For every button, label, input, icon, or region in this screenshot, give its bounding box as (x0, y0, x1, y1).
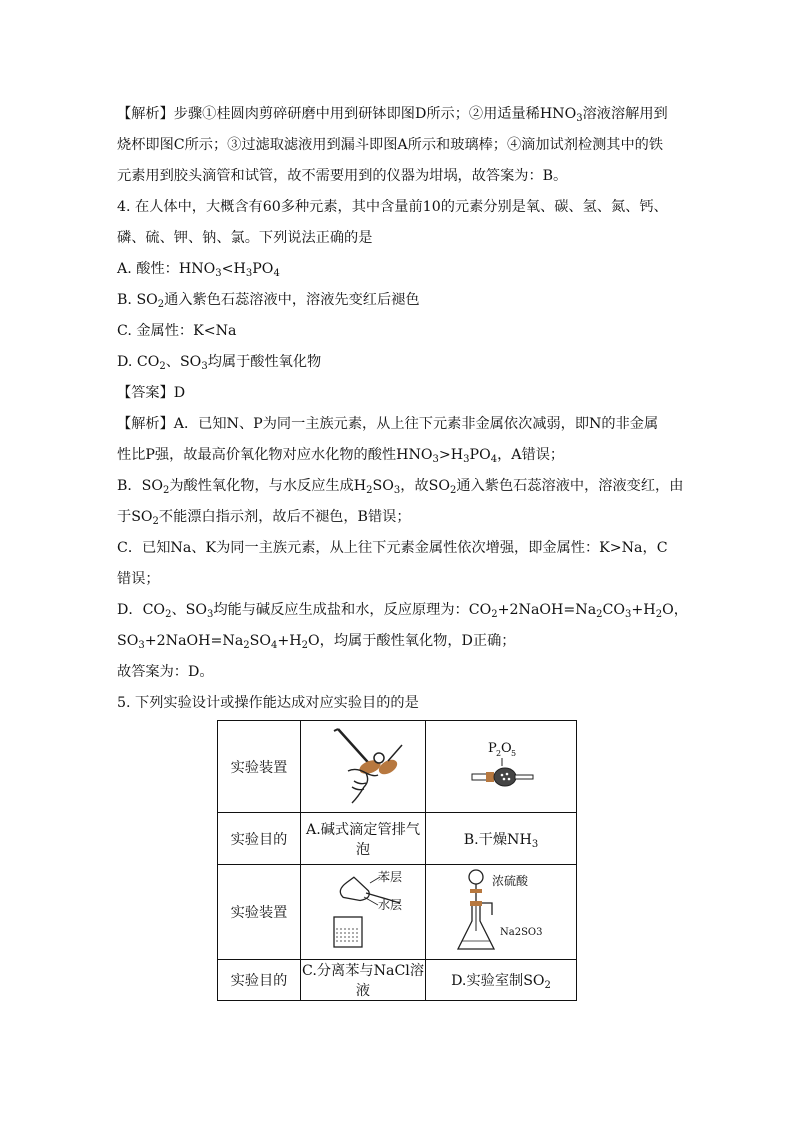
device-label-cell: 实验装置 (218, 721, 301, 813)
analysis-line: 元素用到胶头滴管和试管，故不需要用到的仪器为坩埚，故答案为：B。 (117, 168, 568, 184)
purpose-d-cell: D.实验室制$SO_2$ (426, 960, 577, 1001)
analysis-line: 于$SO_2$不能漂白指示剂，故后不褪色，B错误； (117, 509, 411, 527)
option-d: D. $CO_2$、$SO_3$均属于酸性氧化物 (117, 354, 322, 372)
analysis-line: 烧杯即图C所示；③过滤取滤液用到漏斗即图A所示和玻璃棒；④滴加试剂检测其中的铁 (117, 137, 664, 153)
separatory-funnel-figure (301, 865, 426, 960)
question-4-stem: 4. 在人体中，大概含有60多种元素，其中含量前10的元素分别是氧、碳、氢、氮、钙、 (117, 199, 668, 215)
analysis-line: 【解析】步骤①桂圆肉剪碎研磨中用到研钵即图D所示；②用适量稀$HNO_3$溶液溶解用到 (117, 106, 668, 124)
sulfur-dioxide-apparatus-figure (426, 865, 577, 960)
question-4-stem: 磷、硫、钾、钠、氯。下列说法正确的是 (117, 230, 373, 246)
option-b: B. $SO_2$通入紫色石蕊溶液中，溶液先变红后褪色 (117, 292, 420, 310)
burette-bubble-illustration (308, 725, 418, 805)
purpose-c-cell: C.分离苯与NaCl溶液 (301, 960, 426, 1001)
analysis-line: D．$CO_2$、$SO_3$均能与碱反应生成盐和水，反应原理为：$CO_2+2NaOH=Na_2CO_3+H_2O$， (117, 602, 688, 620)
answer: 【答案】D (117, 385, 186, 401)
analysis-line: 【解析】A．已知N、P为同一主族元素，从上往下元素非金属依次减弱，即N的非金属 (117, 416, 659, 432)
purpose-label-cell: 实验目的 (218, 960, 301, 1001)
device-label-cell: 实验装置 (218, 865, 301, 960)
svg-text:5: 5 (511, 748, 517, 758)
burette-figure (301, 721, 426, 813)
svg-text:苯层: 苯层 (378, 870, 403, 884)
svg-text:Na2SO3: Na2SO3 (500, 927, 543, 938)
svg-text:水层: 水层 (378, 898, 403, 912)
svg-text:O: O (501, 740, 512, 756)
drying-tube-figure (426, 721, 577, 813)
question-5-stem: 5. 下列实验设计或操作能达成对应实验目的的是 (117, 695, 419, 711)
option-c: C. 金属性：K<Na (117, 323, 237, 339)
gas-generation-apparatus-illustration (436, 865, 566, 955)
analysis-line: $SO_3+2NaOH=Na_2SO_4+H_2O$，均属于酸性氧化物，D正确； (117, 633, 516, 651)
purpose-label-cell: 实验目的 (218, 813, 301, 865)
analysis-line: C．已知Na、K为同一主族元素，从上往下元素金属性依次增强，即金属性：K>Na，C (117, 540, 668, 556)
analysis-line: 错误； (117, 571, 160, 587)
analysis-line: B．$SO_2$为酸性氧化物，与水反应生成$H_2SO_3$，故$SO_2$通入紫色石蕊溶液中，溶液变红，由 (117, 478, 684, 496)
drying-tube-illustration (436, 730, 566, 800)
analysis-line: 性比P强，故最高价氧化物对应水化物的酸性$HNO_3>H_3PO_4$，A错误； (117, 447, 565, 465)
svg-text:浓硫酸: 浓硫酸 (492, 874, 529, 888)
experiment-table (217, 720, 577, 1001)
separatory-funnel-illustration (308, 867, 418, 953)
svg-text:2: 2 (496, 748, 502, 758)
document-body (117, 99, 688, 719)
purpose-a-cell: A.碱式滴定管排气泡 (301, 813, 426, 865)
analysis-line: 故答案为：D。 (117, 664, 214, 680)
option-a: A. 酸性：$HNO_3<H_3PO_4$ (117, 261, 280, 279)
purpose-b-cell: B.干燥$NH_3$ (426, 813, 577, 865)
svg-text:P: P (488, 740, 497, 756)
